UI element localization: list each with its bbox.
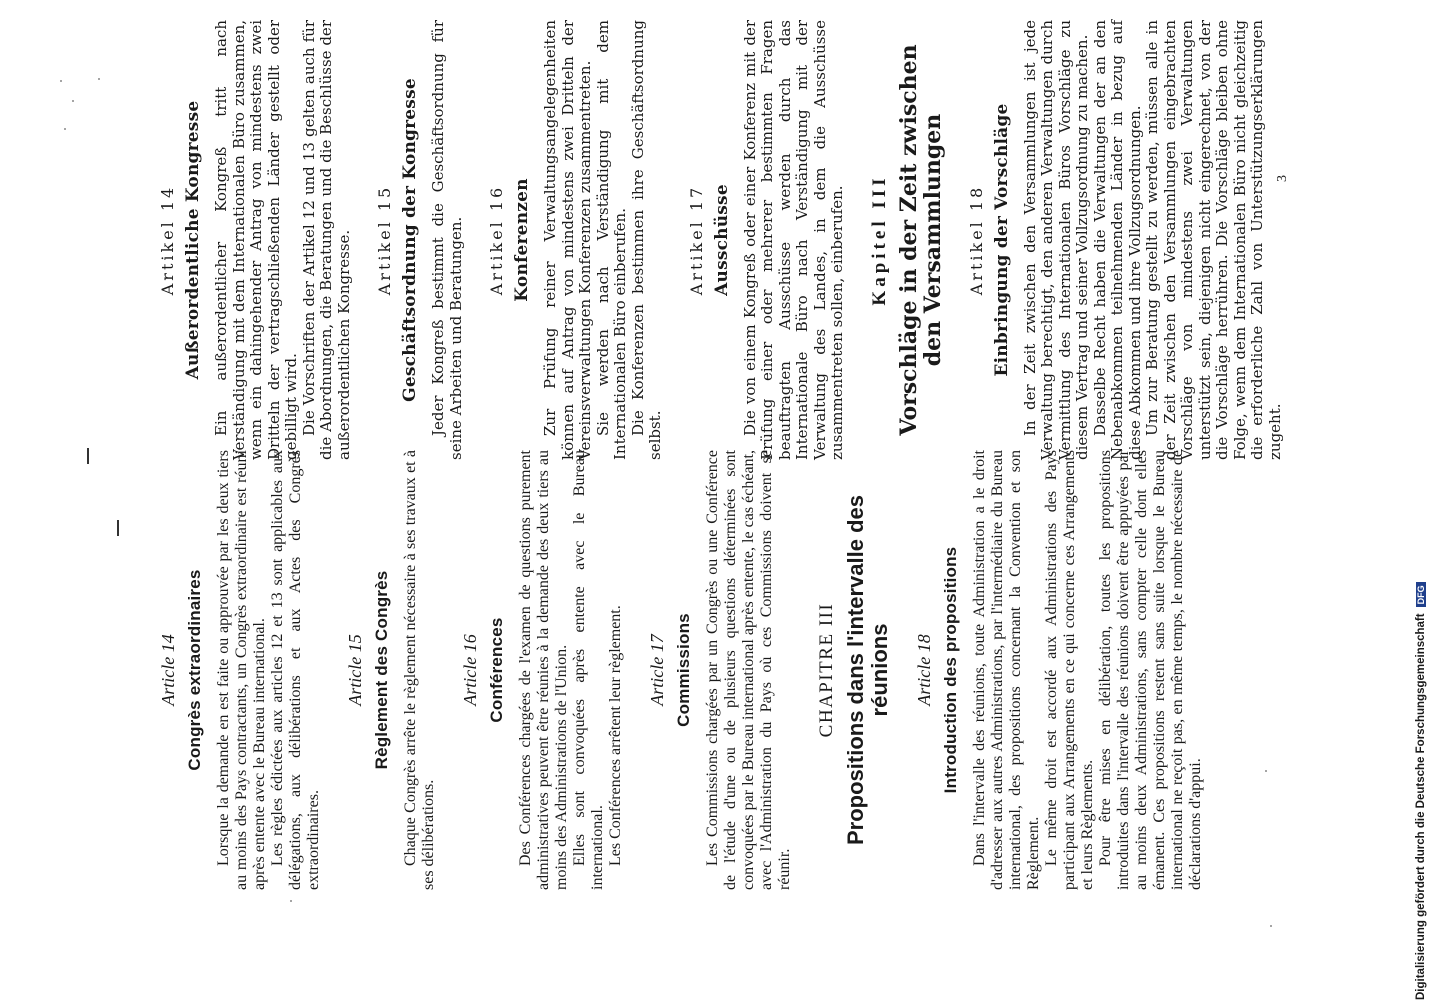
article-title: Article 17 <box>647 634 667 706</box>
paragraph: Ein außerordentlicher Kongreß tritt nach Verständigung mit dem Internationalen Büro zusammen, wenn ein dahingehender Antrag von mindestens zwei Dritteln der vertragschließenden Länder gestellt oder gebilligt wird. <box>212 20 300 460</box>
article-title: Article 16 <box>460 634 480 706</box>
paragraph: Jeder Kongreß bestimmt die Geschäftsordnung für seine Arbeiten und Beratungen. <box>429 20 465 460</box>
paragraph: Zur Prüfung reiner Verwaltungsangelegenheiten können auf Antrag von mindestens zwei Dritteln der Vereinsverwaltungen Konferenzen zusammentreten. <box>541 20 594 460</box>
dfg-logo: DFG <box>1416 582 1426 607</box>
paragraph: Um zur Beratung gestellt zu werden, müssen alle in der Zeit zwischen den Versammlungen eingebrachten Vorschläge von mindestens zwei Verwaltungen unterstützt sein, diejenigen nicht eingerechnet, von der die Vorschläge herrühren. Die Vorschläge bleiben ohne Folge, wenn dem Internationalen Büro nicht gleichzeitig die erforderliche Zahl von Unterstützungserklärungen zugeht. <box>1143 20 1284 460</box>
scan-speckle <box>72 100 74 102</box>
paragraph: Lorsque la demande en est faite ou approuvée par les deux tiers au moins des Pays contractants, un Congrès extraordinaire est réuni après entente avec le Bureau international. <box>215 450 268 890</box>
chapter-label: Kapitel III <box>868 174 890 306</box>
paragraph: Dans l'intervalle des réunions, toute Administration a le droit d'adresser aux autres Administrations, par l'intermédiaire du Bureau international, des propositions concernant la Convention et son Règlement. <box>971 450 1042 890</box>
de-article-17 <box>687 20 847 460</box>
article-title: Artikel 15 <box>375 184 394 296</box>
article-title: Article 14 <box>158 634 178 706</box>
chapter-title: Propositions dans l'intervalle des réunions <box>843 495 892 845</box>
paragraph: Elles sont convoquées après entente avec le Bureau international. <box>571 450 606 890</box>
chapter-label: CHAPITRE III <box>816 602 837 738</box>
scan-speckle <box>290 900 292 902</box>
fr-article-18 <box>914 450 1205 890</box>
paragraph: Le même droit est accordé aux Administrations des Pays participant aux Arrangements en ce qui concerne ces Arrangements et leurs Règlements. <box>1043 450 1096 890</box>
de-article-18 <box>967 20 1285 460</box>
digitization-note <box>1415 10 1433 1000</box>
paragraph: Les Commissions chargées par un Congrès ou une Conférence de l'étude d'une ou de plusieurs questions déterminées sont convoquées par le Bureau international après entente, le cas échéant, avec l'Administration du Pays où ces Commissions doivent se réunir. <box>704 450 793 890</box>
fold-mark <box>117 520 119 536</box>
french-column <box>150 450 1227 890</box>
scan-speckle <box>60 80 62 82</box>
paragraph: In der Zeit zwischen den Versammlungen ist jede Verwaltung berechtigt, den anderen Verwaltungen durch Vermittlung des Internationalen Büros Vorschläge zu diesem Vertrag und seiner Vollzugsordnung zu machen. <box>1020 20 1091 460</box>
de-article-16 <box>487 20 665 460</box>
de-article-15 <box>375 20 465 460</box>
article-heading: Einbringung der Vorschläge <box>991 103 1012 377</box>
article-heading: Règlement des Congrès <box>372 570 391 770</box>
paragraph: Des Conférences chargées de l'examen de questions purement administratives peuvent être réunies à la demande des deux tiers au moins des Administrations de l'Union. <box>517 450 570 890</box>
scan-speckle <box>1265 770 1267 772</box>
de-article-14 <box>158 20 353 460</box>
article-heading: Geschäftsordnung der Kongresse <box>400 78 420 402</box>
fr-article-14 <box>158 450 323 890</box>
article-heading: Ausschüsse <box>711 184 732 296</box>
paragraph: Dasselbe Recht haben die Verwaltungen der an den Nebenabkommen teilnehmenden Länder in bezug auf diese Abkommen und ihre Vollzugsordnungen. <box>1090 20 1144 460</box>
digitization-text: Digitalisierung gefördert durch die Deutsche Forschungsgemeinschaft <box>1415 613 1427 1000</box>
article-title: Artikel 18 <box>966 184 986 296</box>
paragraph: Sie werden nach Verständigung mit dem Internationalen Büro einberufen. <box>593 20 629 460</box>
article-heading: Conférences <box>487 617 506 723</box>
article-heading: Congrès extraordinaires <box>185 569 204 771</box>
article-heading: Konferenzen <box>512 178 532 302</box>
article-title: Artikel 14 <box>158 184 177 296</box>
page-number: 3 <box>1275 175 1290 182</box>
paragraph: Die von einem Kongreß oder einer Konferenz mit der Prüfung einer oder mehrerer bestimmten Fragen beauftragten Ausschüsse werden durch das Internationale Büro nach Verständigung mit der Verwaltung des Landes, in dem die Ausschüsse zusammentreten sollen, einberufen. <box>740 20 846 460</box>
fold-mark <box>87 448 89 464</box>
article-heading: Außerordentliche Kongresse <box>183 100 203 380</box>
article-title: Artikel 17 <box>686 184 706 296</box>
fr-chapter-3 <box>816 450 892 890</box>
paragraph: Les Conférences arrêtent leur règlement. <box>607 605 624 866</box>
fr-article-16 <box>460 450 625 890</box>
article-heading: Introduction des propositions <box>941 546 960 794</box>
paragraph: Chaque Congrès arrête le règlement nécessaire à ses travaux et à ses délibérations. <box>402 450 437 890</box>
scan-speckle <box>64 128 66 130</box>
paragraph: Die Vorschriften der Artikel 12 und 13 gelten auch für die Abordnungen, die Beratungen und die Beschlüsse der außerordentlichen Kongresse. <box>299 20 353 460</box>
scan-speckle <box>1270 925 1272 927</box>
scan-speckle <box>98 78 100 80</box>
paragraph: Pour être mises en délibération, toutes les propositions introduites dans l'intervalle des réunions doivent être appuyées par au moins deux Administrations, sans compter celle dont elles émanent. Ces propositions restent sans suite lorsque le Bureau international ne reçoit pas, en même temps, le nombre nécessaire de déclarations d'appui. <box>1097 450 1204 890</box>
article-heading: Commissions <box>674 613 693 727</box>
fr-article-15 <box>345 450 438 890</box>
chapter-title: Vorschläge in der Zeit zwischen den Versammlungen <box>895 44 946 436</box>
paragraph: Die Konferenzen bestimmen ihre Geschäftsordnung selbst. <box>628 20 664 460</box>
paragraph: Les règles édictées aux articles 12 et 13 sont applicables aux délégations, aux délibérations et aux Actes des Congrès extraordinaires. <box>269 450 322 890</box>
de-chapter-3 <box>869 20 945 460</box>
article-title: Article 18 <box>914 634 934 706</box>
article-title: Article 15 <box>345 634 365 706</box>
fr-article-17 <box>647 450 794 890</box>
article-title: Artikel 16 <box>487 184 506 296</box>
german-column <box>150 20 1306 460</box>
